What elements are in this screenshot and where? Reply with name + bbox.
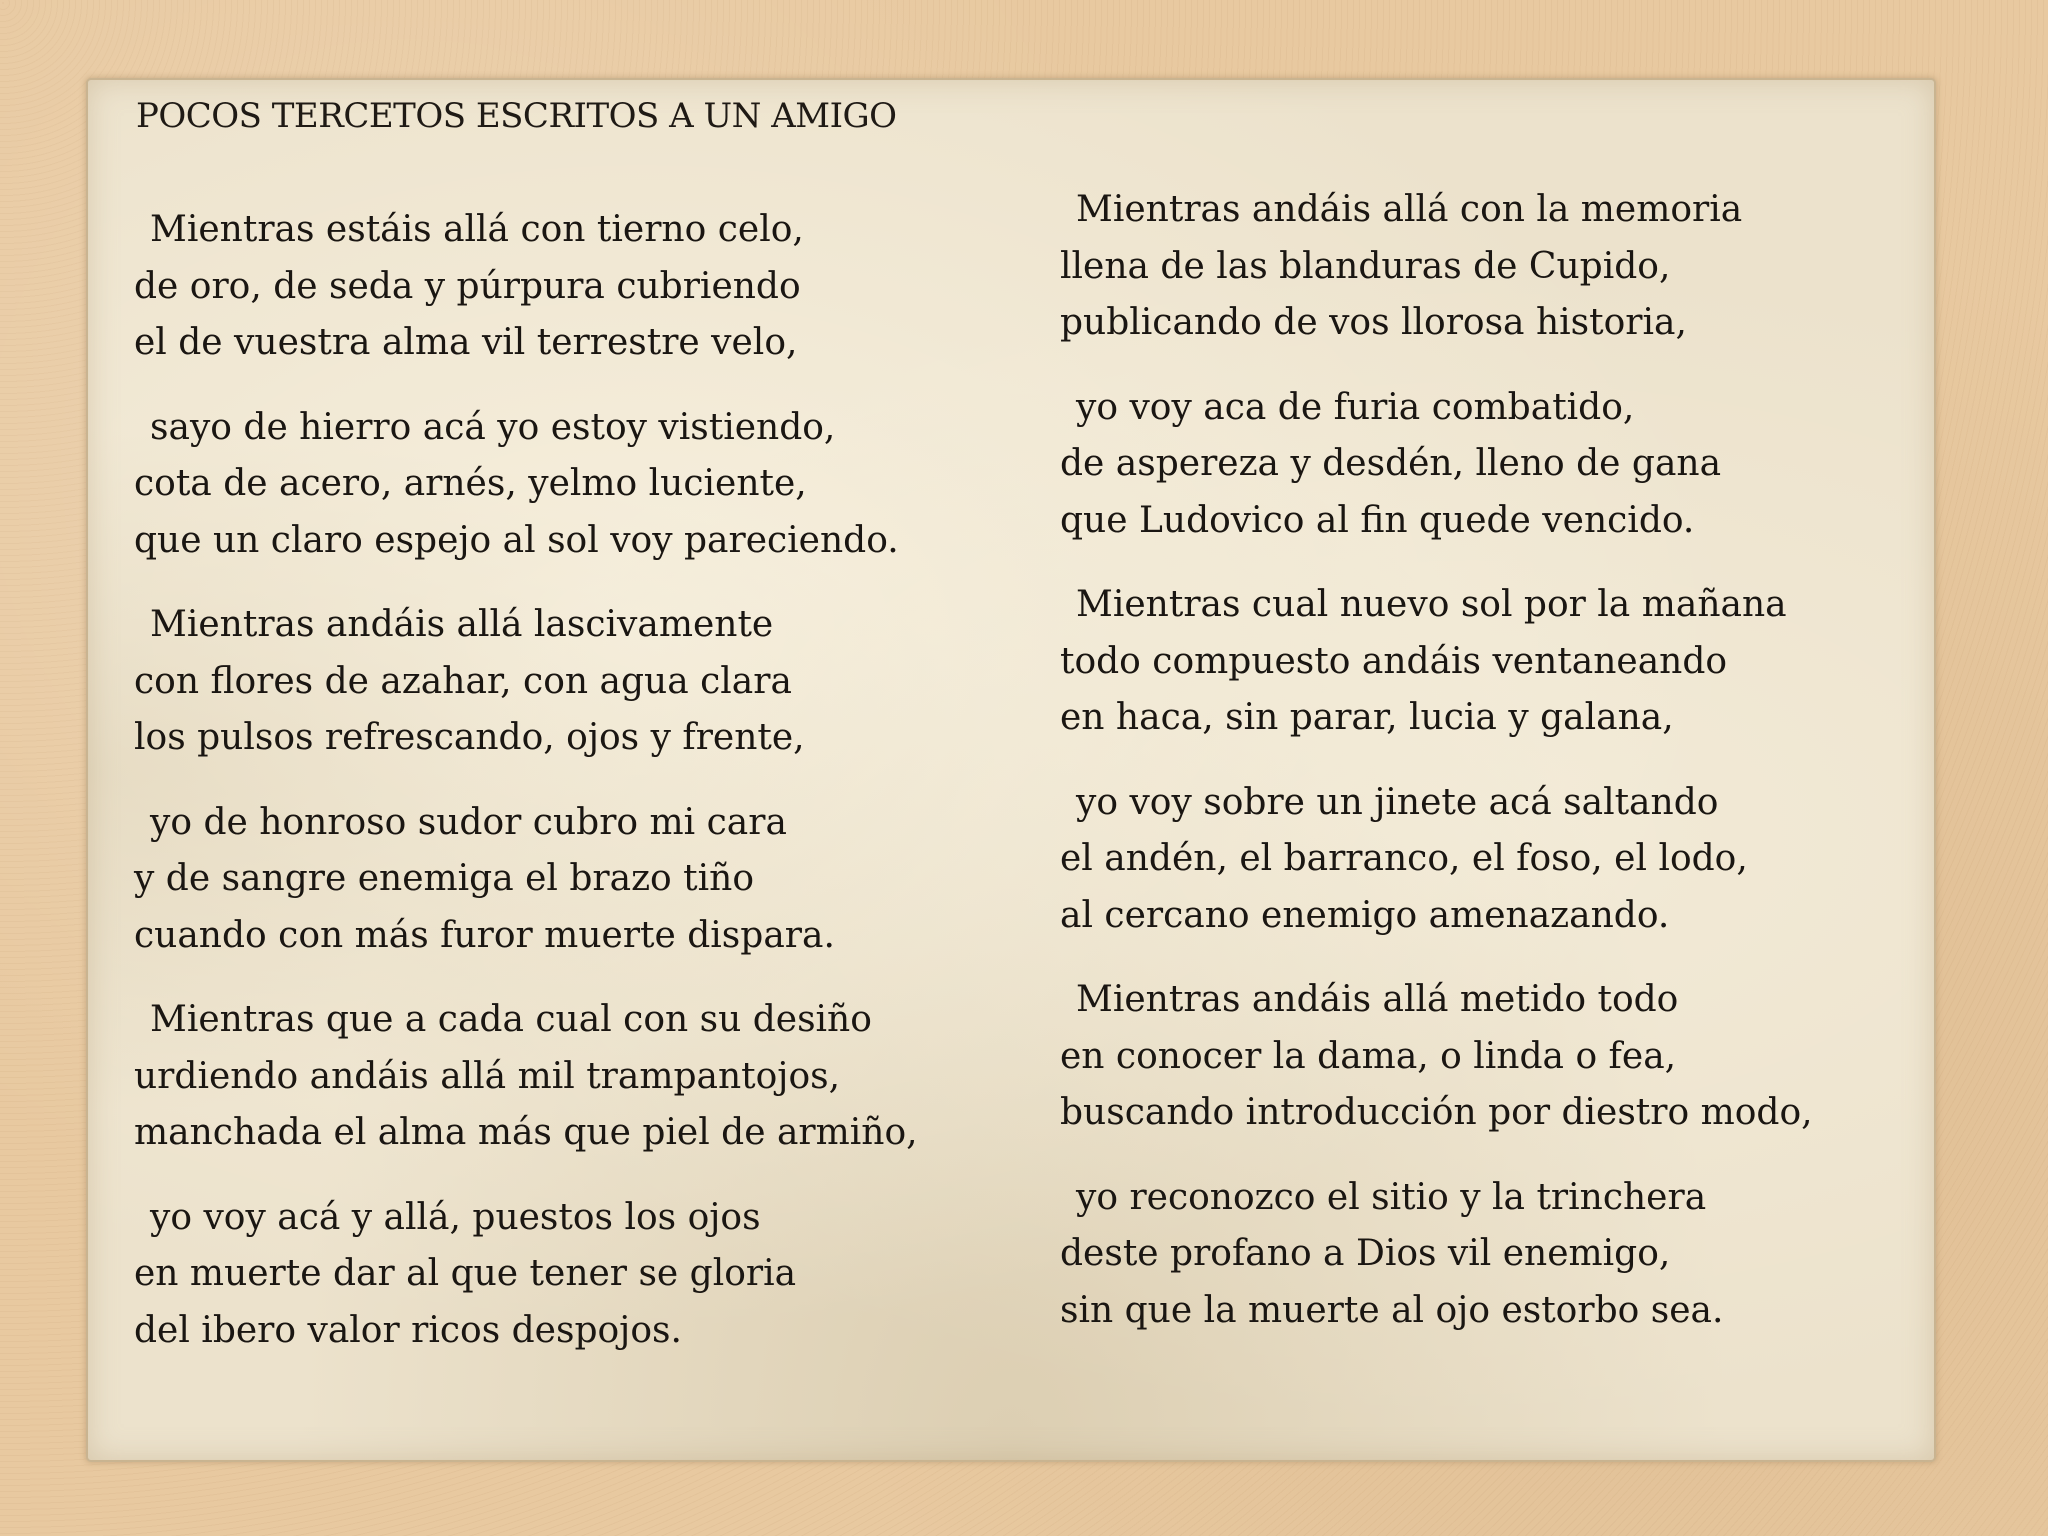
stanza [134, 597, 1034, 767]
verse-line: publicando de vos llorosa historia, [1060, 302, 1687, 343]
verse-line: manchada el alma más que piel de armiño, [134, 1112, 918, 1153]
verse-line: sin que la muerte al ojo estorbo sea. [1060, 1289, 1724, 1331]
stanza [134, 992, 1034, 1162]
stanza [134, 1190, 1034, 1360]
verse-line: buscando introducción por diestro modo, [1060, 1092, 1813, 1133]
stanza [1060, 1170, 1940, 1340]
verse-line: en muerte dar al que tener se gloria [134, 1253, 797, 1294]
stanza [134, 400, 1034, 570]
stanza [134, 795, 1034, 965]
verse-line: al cercano enemigo amenazando. [1060, 894, 1670, 936]
verse-line: yo voy acá y allá, puestos los ojos [150, 1196, 761, 1238]
verse-line: de oro, de seda y púrpura cubriendo [134, 265, 801, 307]
verse-line: con flores de azahar, con agua clara [134, 660, 792, 702]
verse-line: Mientras andáis allá lascivamente [150, 604, 774, 645]
stanza [1060, 577, 1940, 747]
verse-line: que un claro espejo al sol voy pareciendo. [134, 519, 899, 561]
stanza [1060, 972, 1940, 1142]
verse-line: todo compuesto andáis ventaneando [1060, 640, 1728, 682]
stanza [1060, 182, 1940, 352]
stanza [1060, 775, 1940, 945]
verse-line: Mientras estáis allá con tierno celo, [150, 209, 804, 250]
verse-line: Mientras que a cada cual con su desiño [150, 999, 872, 1040]
verse-line: cota de acero, arnés, yelmo luciente, [134, 463, 807, 504]
verse-line: Mientras cual nuevo sol por la mañana [1076, 584, 1787, 625]
verse-line: Mientras andáis allá metido todo [1076, 979, 1679, 1020]
verse-line: y de sangre enemiga el brazo tiño [134, 858, 754, 899]
stanza [1060, 380, 1940, 550]
verse-line: yo voy sobre un jinete acá saltando [1076, 781, 1719, 823]
verse-line: que Ludovico al fin quede vencido. [1060, 499, 1695, 541]
verse-line: urdiendo andáis allá mil trampantojos, [134, 1055, 841, 1097]
verse-line: Mientras andáis allá con la memoria [1076, 189, 1743, 230]
verse-line: sayo de hierro acá yo estoy vistiendo, [150, 406, 836, 448]
verse-line: los pulsos refrescando, ojos y frente, [134, 717, 805, 758]
verse-line: yo reconozco el sitio y la trinchera [1076, 1176, 1707, 1218]
verse-line: yo voy aca de furia combatido, [1076, 386, 1635, 428]
verse-line: del ibero valor ricos despojos. [134, 1309, 682, 1351]
stanza [134, 202, 1034, 372]
left-column [134, 202, 1034, 1387]
verse-line: en haca, sin parar, lucia y galana, [1060, 697, 1674, 738]
verse-line: de aspereza y desdén, lleno de gana [1060, 443, 1722, 484]
verse-line: yo de honroso sudor cubro mi cara [150, 801, 787, 843]
page-title: POCOS TERCETOS ESCRITOS A UN AMIGO [136, 96, 897, 136]
verse-line: el de vuestra alma vil terrestre velo, [134, 322, 798, 363]
verse-line: en conocer la dama, o linda o fea, [1060, 1035, 1677, 1077]
verse-line: el andén, el barranco, el foso, el lodo, [1060, 838, 1748, 879]
verse-line: llena de las blanduras de Cupido, [1060, 245, 1671, 287]
right-column [1060, 182, 1940, 1367]
verse-line: cuando con más furor muerte dispara. [134, 914, 835, 956]
verse-line: deste profano a Dios vil enemigo, [1060, 1233, 1671, 1274]
